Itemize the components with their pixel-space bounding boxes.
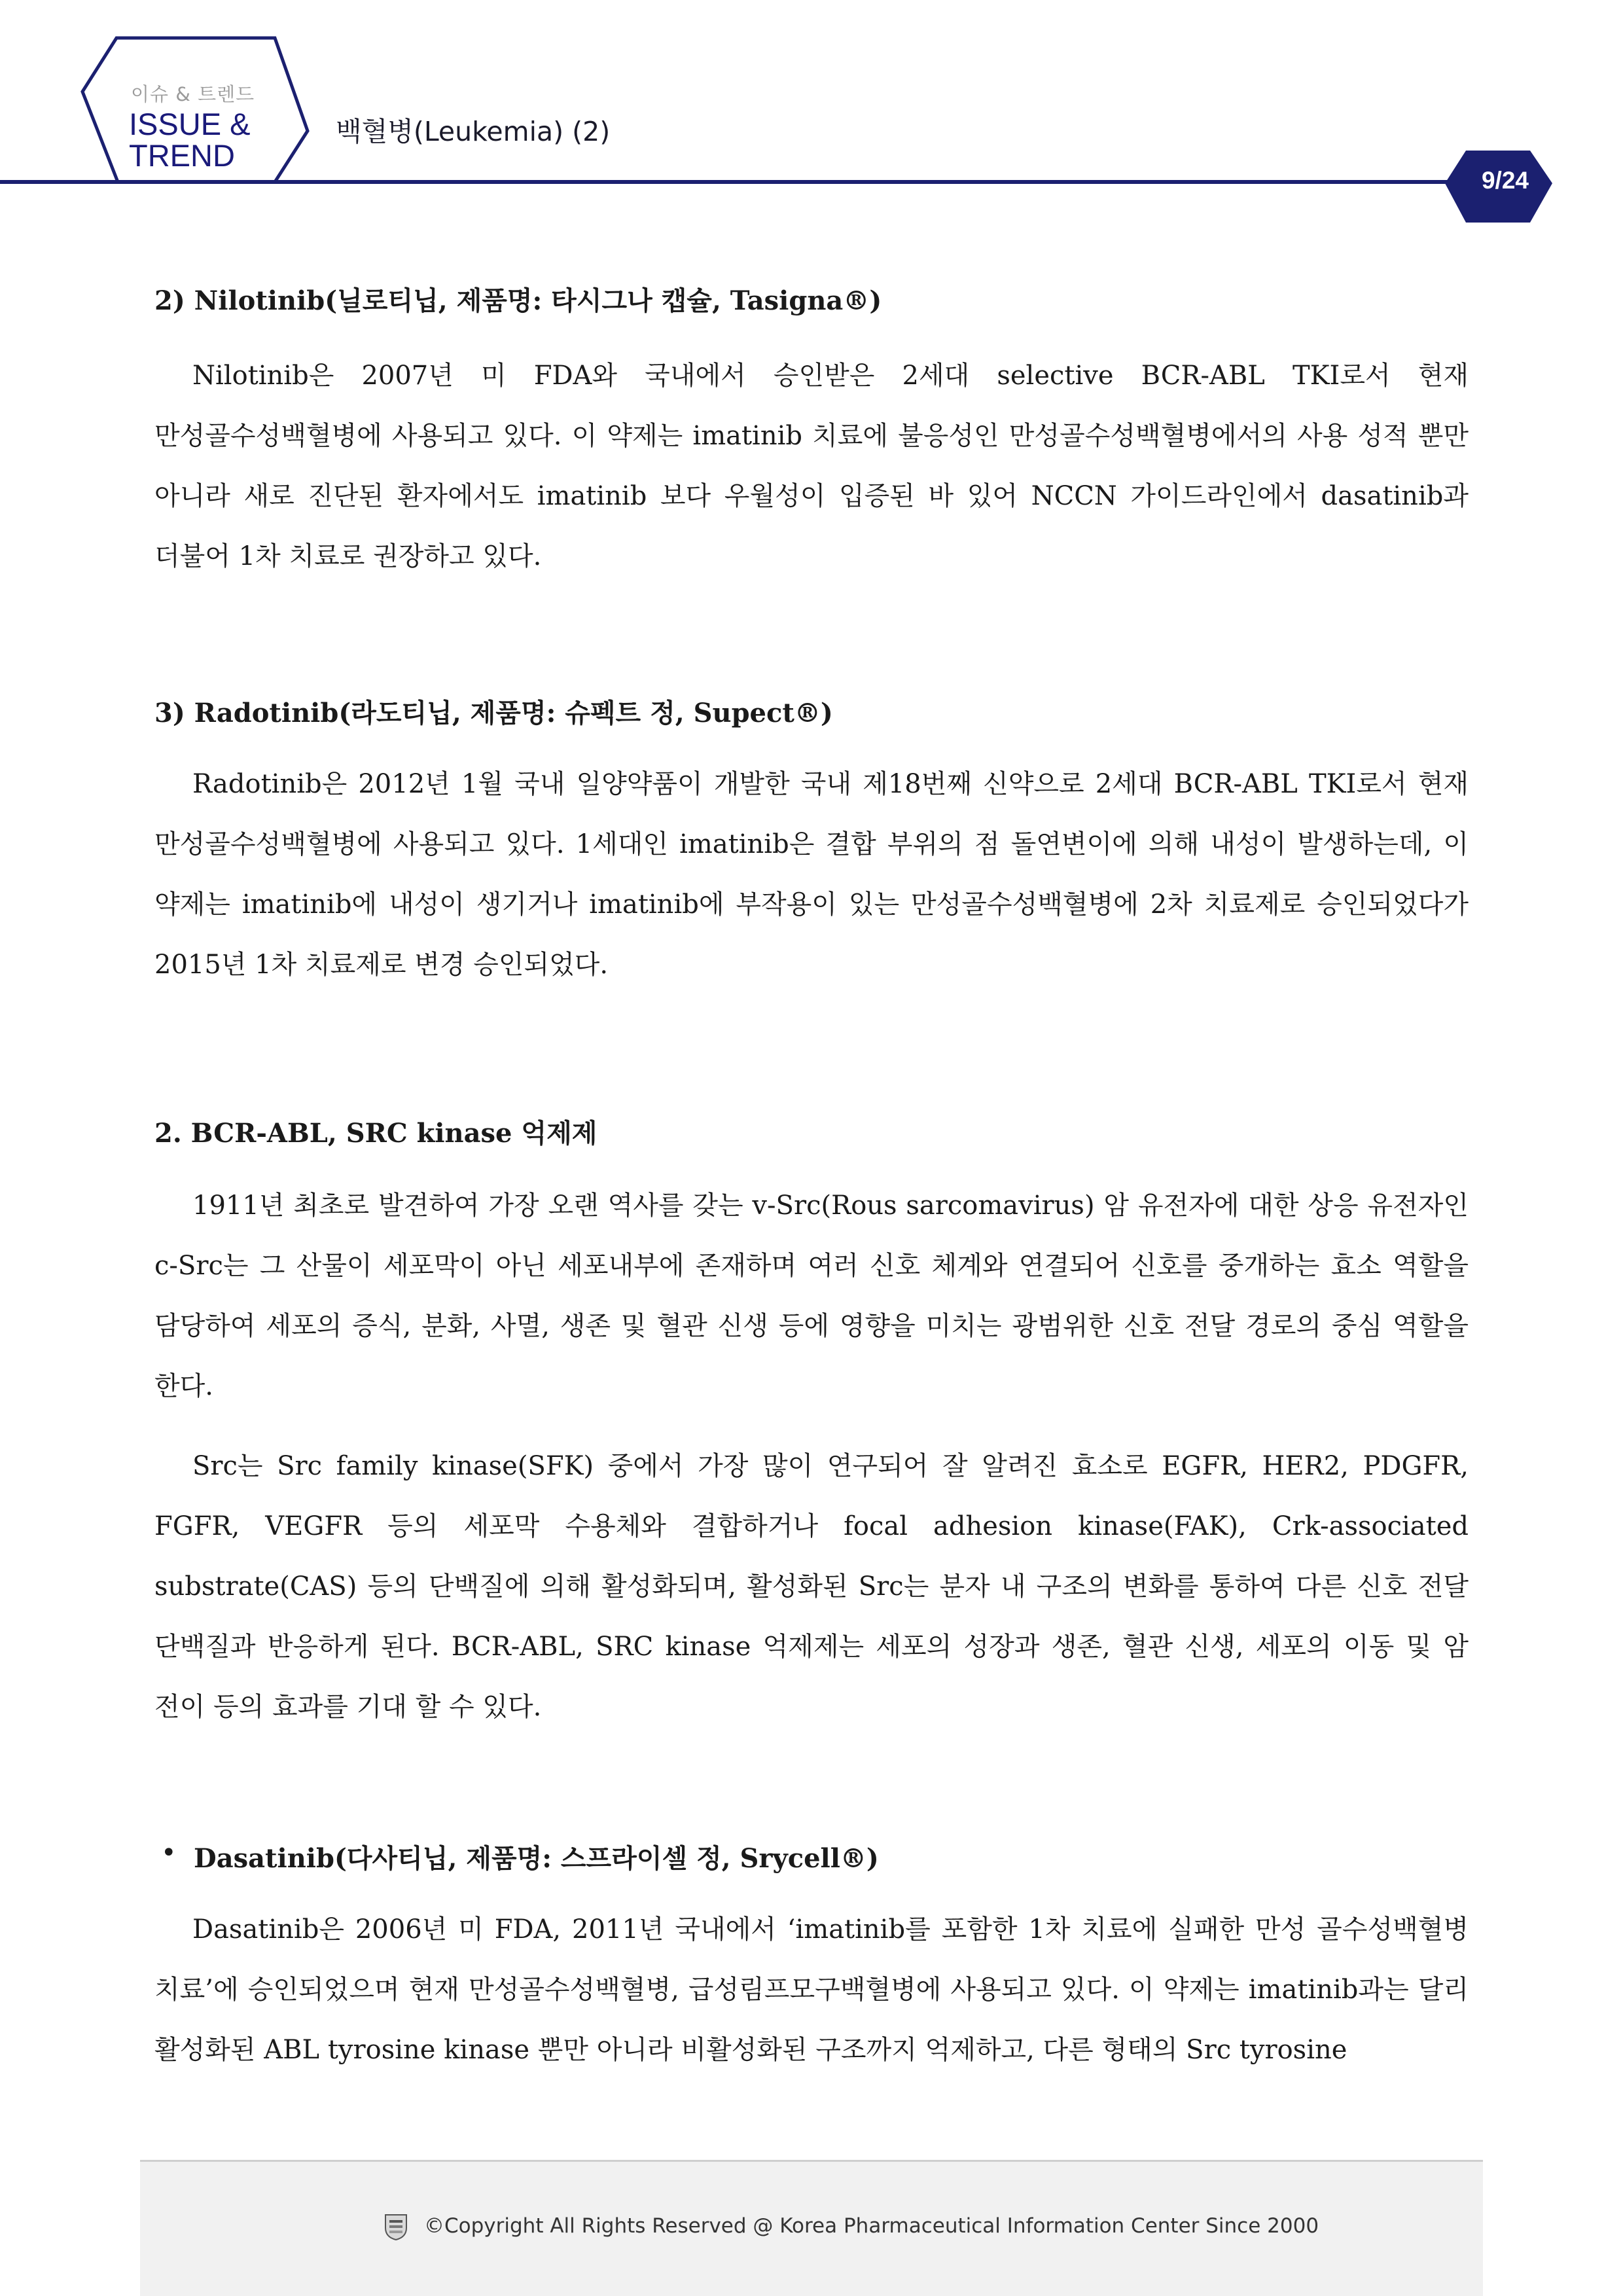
document-title: 백혈병(Leukemia) (2) xyxy=(336,116,611,147)
badge-english-label xyxy=(129,109,250,171)
page-number: 9/24 xyxy=(1481,167,1529,194)
badge-english-line2: TREND xyxy=(129,138,235,173)
badge-korean-label: 이슈 & 트렌드 xyxy=(131,83,255,105)
dasatinib-paragraph: Dasatinib은 2006년 미 FDA, 2011년 국내에서 ‘imatinib를 포함한 1차 치료에 실패한 만성 골수성백혈병 치료’에 승인되었으며 현재 만성골수성백혈병, 급성림프모구백혈병에 사용되고 있다. 이 약제는 imatinib과는 달리 활성화된 ABL tyrosine kinase 뿐만 아니라 비활성화된 구조까지 억제하고, 다른 형태의 Src tyrosine xyxy=(154,1914,1469,2065)
kpic-logo-icon xyxy=(383,2212,409,2241)
nilotinib-paragraph: Nilotinib은 2007년 미 FDA와 국내에서 승인받은 2세대 selective BCR-ABL TKI로서 현재 만성골수성백혈병에 사용되고 있다. 이 약제는 imatinib 치료에 불응성인 만성골수성백혈병에서의 사용 성적 뿐만 아니라 새로 진단된 환자에서도 imatinib 보다 우월성이 입증된 바 있어 NCCN 가이드라인에서 dasatinib과 더불어 1차 치료로 권장하고 있다. xyxy=(154,361,1469,571)
nilotinib-heading: 2) Nilotinib(닐로티닙, 제품명: 타시그나 캡슐, Tasigna®) xyxy=(154,285,882,316)
src-inhibitor-heading: 2. BCR-ABL, SRC kinase 억제제 xyxy=(154,1118,597,1149)
bullet-icon: • xyxy=(161,1838,177,1868)
src-paragraph-2: Src는 Src family kinase(SFK) 중에서 가장 많이 연구되어 잘 알려진 효소로 EGFR, HER2, PDGFR, FGFR, VEGFR 등의 세포막 수용체와 결합하거나 focal adhesion kinase(FAK), Crk-associated substrate(CAS) 등의 단백질에 의해 활성화되며, 활성화된 Src는 분자 내 구조의 변화를 통하여 다른 신호 전달 단백질과 반응하게 된다. BCR-ABL, SRC kinase 억제제는 세포의 성장과 생존, 혈관 신생, 세포의 이동 및 암 전이 등의 효과를 기대 할 수 있다. xyxy=(154,1451,1469,1722)
dasatinib-heading: Dasatinib(다사티닙, 제품명: 스프라이셀 정, Srycell®) xyxy=(194,1843,879,1874)
radotinib-paragraph: Radotinib은 2012년 1월 국내 일양약품이 개발한 국내 제18번째 신약으로 2세대 BCR-ABL TKI로서 현재 만성골수성백혈병에 사용되고 있다. 1세대인 imatinib은 결합 부위의 점 돌연변이에 의해 내성이 발생하는데, 이 약제는 imatinib에 내성이 생기거나 imatinib에 부작용이 있는 만성골수성백혈병에 2차 치료제로 승인되었다가 2015년 1차 치료제로 변경 승인되었다. xyxy=(154,769,1469,980)
copyright-text: ©Copyright All Rights Reserved @ Korea Pharmaceutical Information Center Since 2000 xyxy=(424,2214,1319,2238)
radotinib-heading: 3) Radotinib(라도티닙, 제품명: 슈펙트 정, Supect®) xyxy=(154,698,833,728)
badge-english-line1: ISSUE & xyxy=(129,107,251,141)
src-paragraph-1: 1911년 최초로 발견하여 가장 오랜 역사를 갖는 v-Src(Rous sarcomavirus) 암 유전자에 대한 상응 유전자인 c-Src는 그 산물이 세포막이 아닌 세포내부에 존재하며 여러 신호 체계와 연결되어 신호를 중개하는 효소 역할을 담당하여 세포의 증식, 분화, 사멸, 생존 및 혈관 신생 등에 영향을 미치는 광범위한 신호 전달 경로의 중심 역할을 한다. xyxy=(154,1191,1469,1401)
